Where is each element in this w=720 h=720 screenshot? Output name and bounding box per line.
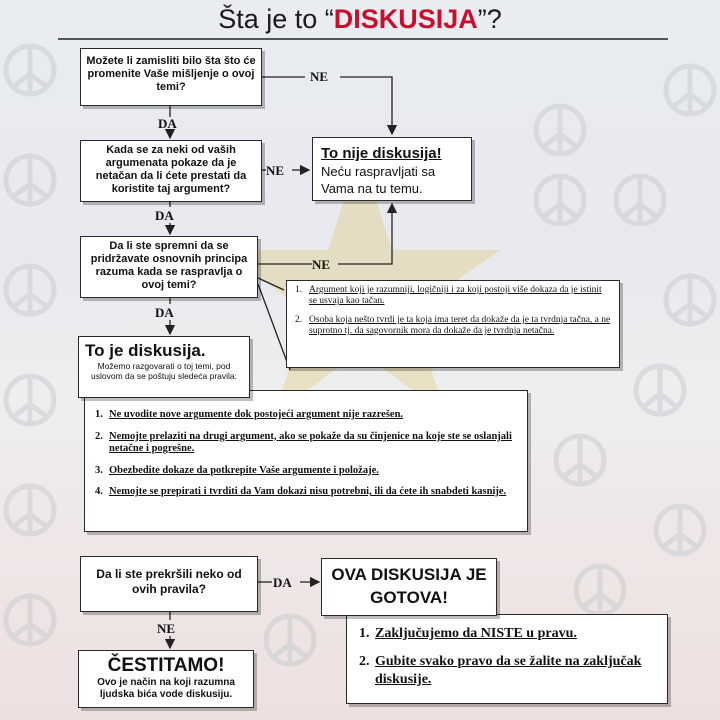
label-no-4: NE <box>157 621 176 636</box>
rule-number: 3. <box>95 464 103 476</box>
rule-item <box>95 465 517 478</box>
congrats-heading: ČESTITAMO! <box>107 655 225 676</box>
rule-item <box>95 486 517 499</box>
is-discussion-text: Možemo razgovarati o toj temi, pod uslovom da se poštuju sledeća pravila: <box>91 361 237 381</box>
discussion-over-box: OVA DISKUSIJA JE GOTOVA! <box>321 558 497 616</box>
conclusion-text: Gubite svako pravo da se žalite na zaključak diskusije. <box>375 654 642 687</box>
rule-number: 2. <box>95 430 103 442</box>
is-discussion-box <box>78 336 250 398</box>
title-highlight: DISKUSIJA <box>333 4 478 34</box>
principles-box <box>286 280 620 368</box>
principle-item <box>295 315 611 337</box>
label-no-1: NE <box>310 69 329 84</box>
rule-text: Ne uvodite nove argumente dok postojeći argument nije razrešen. <box>109 409 404 420</box>
label-yes-3: DA <box>155 305 174 320</box>
conclusions-box <box>346 614 668 704</box>
not-discussion-heading: To nije diskusija! <box>321 145 442 162</box>
question-change-mind: Možete li zamisliti bilo šta što će promenite Vaše mišljenje o ovoj temi? <box>80 48 262 106</box>
label-yes-4: DA <box>273 575 292 590</box>
principle-number: 1. <box>295 285 303 295</box>
title-prefix: Šta je to “ <box>218 4 334 34</box>
conclusion-number: 2. <box>359 654 370 669</box>
rule-item <box>95 431 517 456</box>
principle-text: Osoba koja nešto tvrdi je ta koja ima teret da dokaže da je ta tvrdnja tačna, a ne suprotno tj. da sagovornik mora da dokaže da je tvrdnja netačna. <box>309 315 611 336</box>
rule-text: Nemojte se prepirati i tvrditi da Vam dokazi nisu potrebni, ili da ćete ih snabdeti kasnije. <box>109 486 507 497</box>
rule-text: Nemojte prelaziti na drugi argument, ako se pokaže da su činjenice na koje ste se oslanjali netačne i pogrešne. <box>109 430 512 454</box>
label-no-2: NE <box>266 163 285 178</box>
principle-text: Argument koji je razumniji, logičniji i za koji postoji više dokaza da je istinit se usvaja kao tačan. <box>309 285 602 306</box>
not-discussion-text: Neću raspravljati sa Vama na tu temu. <box>321 164 436 196</box>
question-stop-argument: Kada se za neki od vaših argumenata pokaze da je netačan da li ćete prestati da koristite taj argument? <box>80 140 262 202</box>
rule-number: 4. <box>95 486 103 497</box>
conclusion-number: 1. <box>359 626 370 641</box>
label-no-3: NE <box>312 257 331 272</box>
principle-item <box>295 285 611 307</box>
rules-box <box>84 390 528 532</box>
question-broke-rules: Da li ste prekršili neko od ovih pravila? <box>80 556 258 612</box>
not-discussion-box <box>312 137 472 201</box>
question-reason-principles: Da li ste spremni da se pridržavate osnovnih principa razuma kada se raspravlja o ovoj temi? <box>80 236 258 298</box>
label-yes-2: DA <box>155 208 174 223</box>
congrats-text: Ovo je način na koji razumna ljudska bića vode diskusiju. <box>97 677 235 700</box>
conclusion-item <box>359 653 655 689</box>
title-suffix: ”? <box>477 4 502 34</box>
rule-text: Obezbedite dokaze da potkrepite Vaše argumente i položaje. <box>109 464 379 476</box>
conclusion-item <box>359 625 655 643</box>
is-discussion-heading: To je diskusija. <box>85 341 206 360</box>
principle-number: 2. <box>295 315 303 325</box>
congrats-box <box>78 650 254 708</box>
rule-item <box>95 409 517 422</box>
rule-number: 1. <box>95 409 103 420</box>
conclusion-text: Zaključujemo da NISTE u pravu. <box>375 626 577 641</box>
label-yes-1: DA <box>158 116 177 131</box>
